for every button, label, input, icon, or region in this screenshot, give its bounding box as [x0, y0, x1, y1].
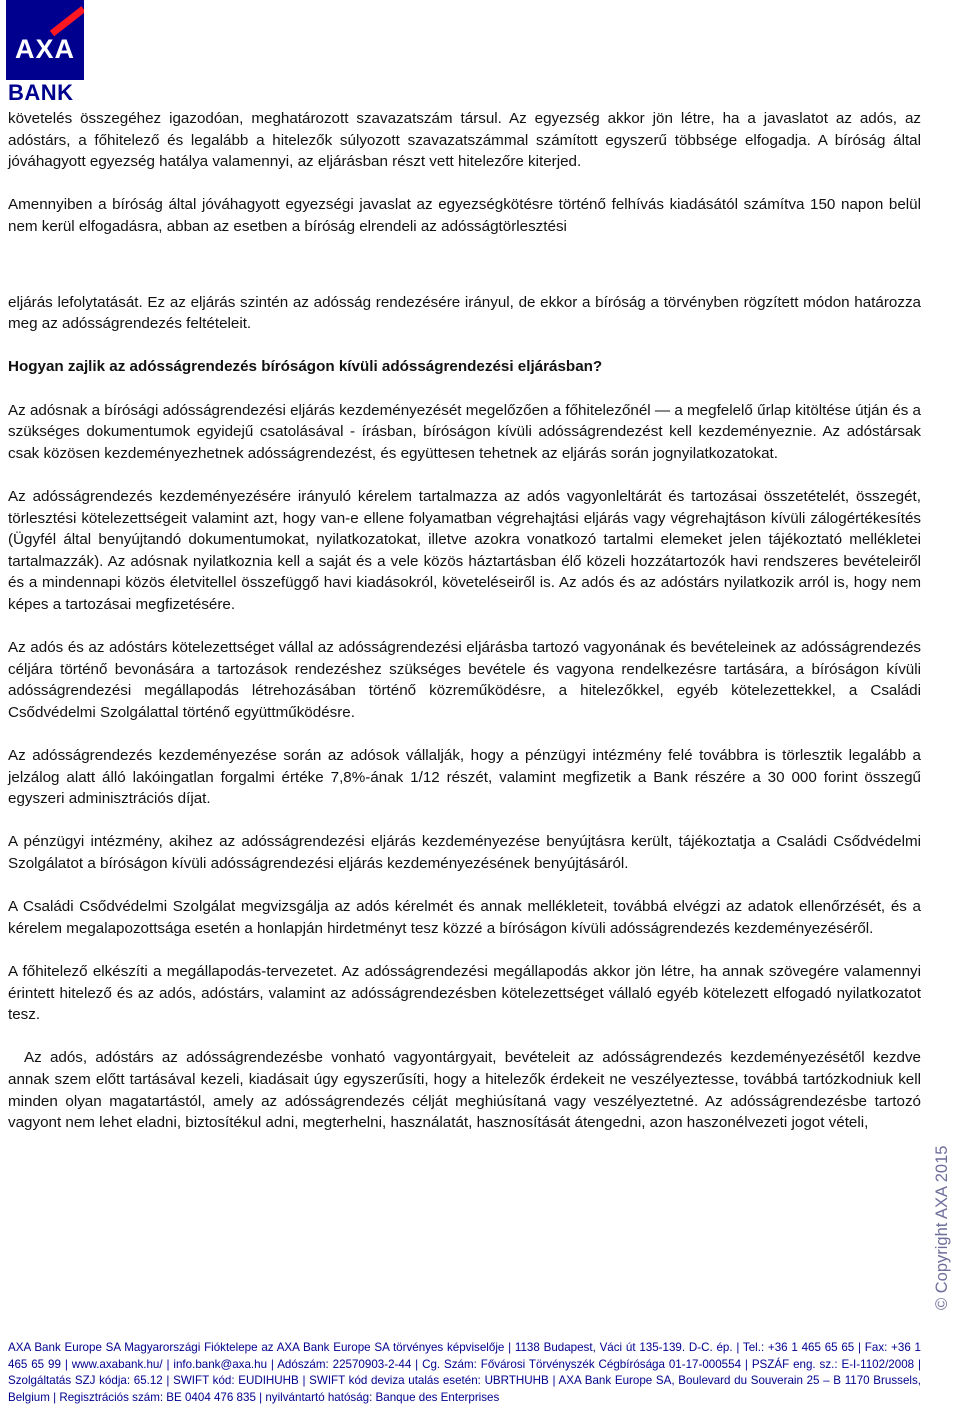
axa-logo-text: AXA — [14, 34, 75, 64]
paragraph: Amennyiben a bíróság által jóváhagyott egyezségi javaslat az egyezségkötésre történő felhívás kiadásától számítva 150 napon belül nem kerül elfogadásra, abban az esetben a bíróság elrendeli az adósságtörlesztési — [8, 196, 921, 235]
axa-bank-logo — [6, 0, 87, 105]
paragraph: Az adósnak a bírósági adósságrendezési eljárás kezdeményezését megelőzően a főhitelezőnél — a megfelelő űrlap kitöltése útján és a szükséges dokumentumok egyidejű csatolásával - írásban, bíróságon kívüli adósságrendezést kell kezdeményeznie. Az adóstársak csak közösen kezdeményezhetnek adósságrendezést, és együttesen tehetnek az eljárás során jognyilatkozatokat. — [8, 401, 921, 462]
bank-logo-text: BANK — [8, 80, 74, 105]
paragraph: A főhitelező elkészíti a megállapodás-tervezetet. Az adósságrendezési megállapodás akkor jön létre, ha annak szövegére valamennyi érintett hitelező és az adós, adóstárs, valamint az adósságrendezésben kötelezettséget vállaló egyéb kötelezett elfogadó nyilatkozatot tesz. — [8, 962, 921, 1024]
paragraph: Az adós, adóstárs az adósságrendezésbe vonható vagyontárgyait, bevételeit az adósságrendezés kezdeményezésétől kezdve annak szem előtt tartásával kezeli, kiadásait úgy egyszerűsíti, hogy a hitelezők érdekeit ne veszélyeztesse, továbbá tartózkodniuk kell minden olyan magatartástól, amely az adósságrendezés célját meghiúsítaná vagy veszélyeztetné. Az adósságrendezésbe tartozó vagyont nem lehet eladni, biztosítékul adni, megterhelni, használatát, hasznosítását átengedni, azon haszonélvezeti jogot vételi, — [8, 1049, 921, 1132]
company-footer: AXA Bank Europe SA Magyarországi Fióktelepe az AXA Bank Europe SA törvényes képviselője | 1138 Budapest, Váci út 135-139. D-C. ép. | Tel.: +36 1 465 65 65 | Fax: +36 1 465 65 99 | www.axabank.hu/ | info.bank@axa.hu | Adószám: 22570903-2-44 | Cg. Szám: Fővárosi Törvényszék Cégbírósága 01-17-000554 | PSZÁF eng. sz.: E-I-1102/2008 | Szolgáltatás SZJ kódja: 65.12 | SWIFT kód: EUDIHUHB | SWIFT kód deviza utalás esetén: UBRTHUHB | AXA Bank Europe SA, Boulevard du Souverain 25 – B 1170 Brussels, Belgium | Regisztrációs szám: BE 0404 476 835 | nyilvántartó hatóság: Banque des Enterprises — [8, 1341, 921, 1404]
paragraph: Az adósságrendezés kezdeményezése során az adósok vállalják, hogy a pénzügyi intézmény felé továbbra is törlesztik legalább a jelzálog alatt álló lakóingatlan forgalmi értéke 7,8%-ának 1/12 részét, valamint megfizetik a Bank részére a 30 000 forint összegű egyszeri adminisztrációs díjat. — [8, 747, 921, 808]
paragraph: A Családi Csődvédelmi Szolgálat megvizsgálja az adós kérelmét és annak mellékleteit, továbbá elvégzi az adatok ellenőrzését, és a kérelem megalapozottsága esetén a honlapján hirdetményt tesz közzé a bíróságon kívüli adósságrendezés kezdeményezéséről. — [8, 898, 921, 937]
paragraph: követelés összegéhez igazodóan, meghatározott szavazatszám társul. Az egyezség akkor jön létre, ha a javaslatot az adós, az adóstárs, a főhitelező és legalább a hitelezők súlyozott szavazatszámmal számított egyszerű többsége elfogadja. A bíróság által jóváhagyott egyezség hatálya valamennyi, az eljárásban részt vett hitelezőre kiterjed. — [8, 110, 921, 171]
axa-logo-box — [6, 0, 84, 80]
paragraph: Az adós és az adóstárs kötelezettséget vállal az adósságrendezési eljárásba tartozó vagyonának és bevételeinek az adósságrendezés céljára történő bevonására a tartozások rendezéshez szükséges bevétele és vagyona rendelkezésre tartására, a bíróságon kívüli adósságrendezési megállapodás létrehozásában történő közreműködésre, a hitelezőkkel, egyéb kötelezettekkel, a Családi Csődvédelmi Szolgálattal történő együttműködésre. — [8, 639, 921, 721]
paragraph: A pénzügyi intézmény, akihez az adósságrendezési eljárás kezdeményezése benyújtásra került, tájékoztatja a Családi Csődvédelmi Szolgálatot a bíróságon kívüli adósságrendezési eljárás kezdeményezésének benyújtásáról. — [8, 833, 921, 872]
paragraph: Az adósságrendezés kezdeményezésére irányuló kérelem tartalmazza az adós vagyonleltárát és tartozásai összetételét, összegét, törlesztési kötelezettségeit valamint azt, hogy van-e ellene folyamatban végrehajtási eljárás vagy végrehajtáson kívüli zálogértékesítés (Ügyfél által benyújtandó dokumentumokat, nyilatkozatokat, illetve azokra vonatkozó tartalmi elemeket jelen tájékoztató mellékletei tartalmazzák). Az adósnak nyilatkoznia kell a saját és a vele közös háztartásban élő közeli hozzátartozók havi rendszeres bevételeiről és a mindennapi közös életvitellel összefüggő havi kiadásokról, követeléseiről is. Az adós és az adóstárs nyilatkozik arról is, hogy nem képes a tartozásai megfizetésére. — [8, 487, 921, 613]
document-body — [8, 108, 921, 1134]
paragraph: eljárás lefolytatását. Ez az eljárás szintén az adósság rendezésére irányul, de ekkor a bíróság a törvényben rögzített módon határozza meg az adósságrendezés feltételeit. — [8, 293, 921, 333]
axa-logo-red-stripe — [50, 6, 84, 36]
copyright-notice: © Copyright AXA 2015 — [933, 1145, 951, 1310]
section-heading: Hogyan zajlik az adósságrendezés bíróságon kívüli adósságrendezési eljárásban? — [8, 358, 603, 376]
